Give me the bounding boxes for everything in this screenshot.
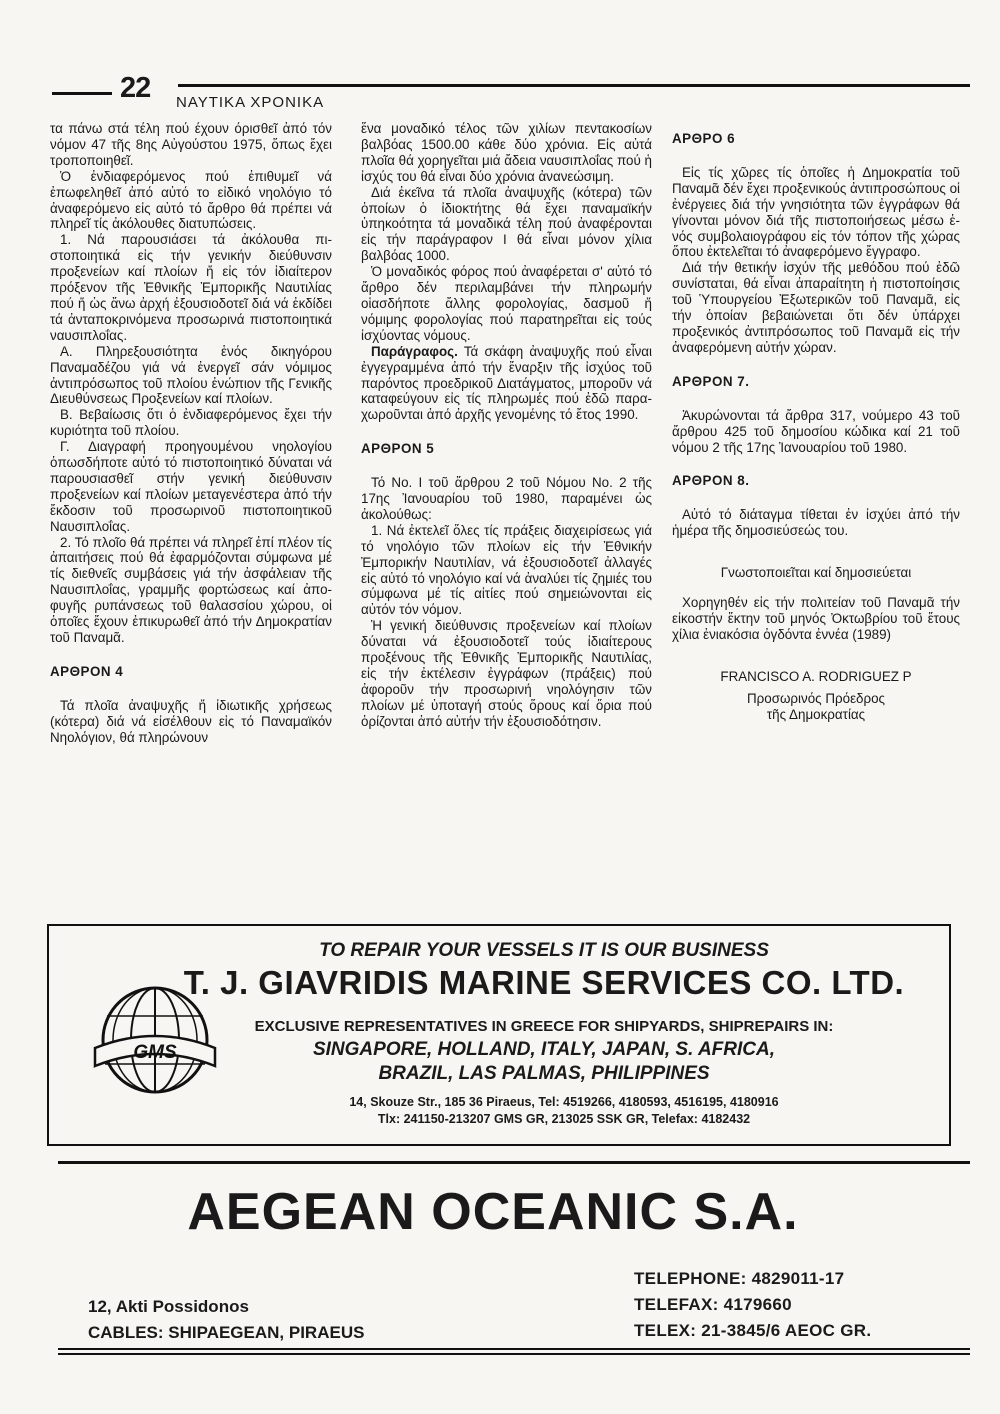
paragraph: Εἰς τίς χῶρες τίς ὁποῖες ἡ Δημοκρατία τοῦ Παναμᾶ δέν ἔχει προξενικούς ἀντιπροσώπους οἱ ἐνέργειες διά τήν γνησιότητα τῶν ἐγγράφων θά γίνονται μόνον διά τῆς πιστοποιήσεως μέσω ἑνός συμβολαιογράφου εἰς τόν τόπον τῆς χώρας ὅπου ἐκτελεῖται τό ἀναφερόμενο ἔγγραφο. xyxy=(672,164,960,260)
text-column-2 xyxy=(361,121,652,730)
article-heading: ΑΡΘΡΟΝ 5 xyxy=(361,441,435,457)
paragraph: Ἀκυρώνονται τά ἄρθρα 317, νούμερο 43 τοῦ ἄρθρου 425 τοῦ δημοσίου κώδικα καί 21 τοῦ νόμου 2 τῆς 17ης Ἰανουαρίου τοῦ 1980. xyxy=(672,407,960,455)
paragraph: Β. Βεβαίωσις ὅτι ὁ ἐνδιαφερόμενος ἔχει τήν κυριότητα τοῦ πλοίου. xyxy=(50,407,332,439)
aegean-address: 12, Akti Possidonos xyxy=(88,1297,249,1316)
gms-countries xyxy=(49,1038,949,1086)
gms-countries-line: BRAZIL, LAS PALMAS, PHILIPPINES xyxy=(378,1063,710,1084)
paragraph: Διά τήν θετικήν ἰσχύν τῆς μεθόδου πού ἐδῶ συνίσταται, θά εἶναι ἀπαραίτητη ἡ πιστοποίησις τοῦ Ὑπουργείου Ἐξωτερικῶν τοῦ Παναμᾶ, εἰς τήν ὁποίαν βεβαιώνεται ὅτι δέν ὑπάρχει προξενικός ἀντιπρόσωπος τοῦ Παναμᾶ εἰς τήν ἀναφερόμενη αὐτήν χώραν. xyxy=(672,260,960,355)
paragraph: Γ. Διαγραφή προηγουμένου νηολογίου ὁπωσδήποτε αὐτό τό πιστοποιητικό δύναται νά παρουσιασθεῖ στήν γενική διεύθυνσιν προξενείων καί πλοίων μεταγενέστερα ἀπό τήν ἔκδοσιν τοῦ προσωρινοῦ πιστοποιητικοῦ Ναυσιπλοΐας. xyxy=(50,439,332,534)
text-column-1 xyxy=(50,121,332,746)
paragraph: 1. Νά παρουσιάσει τά ἀκόλουθα πιστοποιητικά εἰς τήν γενικήν διεύθυνσιν προξενείων καί πλοίων ἤ εἰς τόν ἰδιαίτερον πρόξενον τῆς Ἐθνικῆς Ἐμπορικῆς Ναυτιλίας πού ἤ ὡς ἄνω ἀρχή ἐξουσιοδοτεῖ διά νά ἐκδίδει τά ἀνταποκρινόμενα προσωρινά πιστοποιητικά ναυσιπλοΐας. xyxy=(50,232,332,343)
advertisement-gms xyxy=(47,924,951,1146)
paragraph: ἕνα μοναδικό τέλος τῶν χιλίων πεντακοσίων βαλβόας 1500.00 κάθε δύο χρόνια. Εἰς αὐτά πλοῖα θά χορηγεῖται μιά ἄδεια ναυσιπλοΐας πού ἡ ἰσχύς του θά εἶναι δύο χρόνια ἀνανεώσιμη. xyxy=(361,121,652,184)
article-heading: ΑΡΘΡΟ 6 xyxy=(672,131,736,146)
paragraph: Χορηγηθέν εἰς τήν πολιτείαν τοῦ Παναμᾶ τήν εἰκοστήν ἕκτην τοῦ μηνός Ὀκτωβρίου τοῦ ἔτους χίλια ἐνιακόσια ὀγδόντα ἐννέα (1989) xyxy=(672,595,960,642)
paragraph: Ὁ μοναδικός φόρος πού ἀναφέρεται σ' αὐτό τό ἄρθρο δέν περιλαμβάνει τήν πληρωμήν οἱασδήποτε ἄλλης φορολογίας, δασμοῦ ἤ νόμιμης φορολογίας πού παρατηρεῖται εἰς τούς ἰσχύοντας νόμους. xyxy=(361,264,652,343)
paragraph: Ὁ ἐνδιαφερόμενος πού ἐπιθυμεῖ νά ἐπωφεληθεῖ ἀπό αὐτό το εἰδικό νηολόγιο τό ἀναφερόμενο εἰς αὐτό τό ἄρθρο θά πρέπει νά πληρεῖ τίς ἀκόλουθες διατυπώσεις. xyxy=(50,168,332,232)
header-rule-left xyxy=(52,92,112,95)
publication-notice: Γνωστοποιεῖται καί δημοσιεύεται xyxy=(720,565,912,581)
gms-tagline: TO REPAIR YOUR VESSELS IT IS OUR BUSINESS xyxy=(319,940,769,961)
paragraph: 2. Τό πλοῖο θά πρέπει νά πληρεῖ ἐπί πλέον τίς ἀπαιτήσεις πού θά ἐφαρμόζονται σύμφωνα μέ τίς διεθνεῖς συμβάσεις γιά τήν ἀσφάλειαν τῆς Ναυσιπλοΐας, γραμμῆς φορτώσεως καί ἀποφυγῆς ρυπάνσεως τοῦ θαλασσίου χώρου, οἱ ὁποῖες ἔχουν ἐπικυρωθεῖ ἀπό τήν Δημοκρατίαν τοῦ Παναμᾶ. xyxy=(50,534,332,645)
article-heading: ΑΡΘΡΟΝ 8. xyxy=(672,473,750,489)
aegean-company-name: AEGEAN OCEANIC S.A. xyxy=(187,1183,799,1241)
aegean-telephone: TELEPHONE: 4829011-17 xyxy=(634,1269,845,1288)
gms-company-name: T. J. GIAVRIDIS MARINE SERVICES CO. LTD. xyxy=(183,964,905,1001)
page-number: 22 xyxy=(120,72,151,104)
paragraph: Τά πλοῖα ἀναψυχῆς ἤ ἰδιωτικῆς χρήσεως (κότερα) διά νά εἰσέλθουν εἰς τό Παναμαϊκόν Νηολόγιον, θά πληρώνουν xyxy=(50,697,332,745)
signature-title: Προσωρινός Πρόεδρος xyxy=(746,690,886,706)
ad-rule-bottom xyxy=(58,1353,970,1355)
paragraph xyxy=(361,344,652,424)
gms-countries-line: SINGAPORE, HOLLAND, ITALY, JAPAN, S. AFRICA, xyxy=(312,1039,775,1060)
paragraph: Διά ἐκεῖνα τά πλοῖα ἀναψυχῆς (κότερα) τῶν ὁποίων ὁ ἰδιοκτήτης θά ἔχει παναμαϊκήν ὑπηκοότητα τά μοναδικά τέλη πού ἀναφέρονται εἰς τήν παράγραφον Ι θά εἶναι μόνον χίλια βαλβόας 1000. xyxy=(361,184,652,264)
ad-rule-bottom xyxy=(58,1348,970,1350)
paragraph-lead: Παράγραφος. xyxy=(371,343,458,359)
gms-address-line: 14, Skouze Str., 185 36 Piraeus, Tel: 4519266, 4180593, 4516195, 4180916 xyxy=(349,1095,779,1109)
header-rule-right xyxy=(178,84,970,87)
signature-title: τῆς Δημοκρατίας xyxy=(766,706,866,722)
paragraph: Αὐτό τό διάταγμα τίθεται ἐν ἰσχύει ἀπό τήν ἡμέρα τῆς δημοσιεύσεώς του. xyxy=(672,507,960,539)
gms-logo-text: GMS xyxy=(133,1042,177,1063)
gms-exclusive-line: EXCLUSIVE REPRESENTATIVES IN GREECE FOR SHIPYARDS, SHIPREPAIRS IN: xyxy=(254,1018,834,1035)
signature-name: FRANCISCO A. RODRIGUEZ P xyxy=(720,668,912,684)
aegean-cables: CABLES: SHIPAEGEAN, PIRAEUS xyxy=(88,1323,365,1342)
paragraph: Ἡ γενική διεύθυνσις προξενείων καί πλοίων δύναται νά ἐξουσιοδοτεῖ τούς ἰδιαίτερους προξένους τῆς Ἐθνικῆς Ἐμπορικῆς Ναυτιλίας, εἰς τήν ἐκτέλεσιν ἐγγράφων (πράξεις) πού ἀφοροῦν τήν προσωρινή νηολόγησιν τῶν πλοίων μέ ὑποταγή στούς ὅρους καί ὅρια πού ὁρίζονται ἀπό αὐτήν τήν ἐξουσιοδότησιν. xyxy=(361,618,652,729)
magazine-title: ΝΑΥΤΙΚΑ ΧΡΟΝΙΚΑ xyxy=(176,94,325,111)
paragraph: Α. Πληρεξουσιότητα ἑνός δικηγόρου Παναμαδέζου γιά νά ἐνεργεῖ σάν νόμιμος ἀντιπρόσωπος τοῦ πλοίου ἐνώπιον τῆς Γενικῆς Διευθύνσεως Προξενείων καί πλοίων. xyxy=(50,343,332,407)
article-heading: ΑΡΘΡΟΝ 4 xyxy=(50,663,124,679)
paragraph: 1. Νά ἐκτελεῖ ὅλες τίς πράξεις διαχειρίσεως γιά τό νηολόγιο τῶν πλοίων εἰς τήν Ἐθνικήν Ἐμπορικήν Ναυτιλίαν, νά ἐξουσιοδοτεῖ ἀλλαγές εἰς αὐτό τό νηολόγιο καί νά ἀναλύει τίς ζημιές του σύμφωνα μέ τίς αἰτίες πού σημειώνονται εἰς αὐτόν τόν νόμον. xyxy=(361,522,652,618)
aegean-address-block xyxy=(88,1294,364,1346)
ad-rule-top xyxy=(58,1161,970,1164)
gms-telex-line: Tlx: 241150-213207 GMS GR, 213025 SSK GR, Telefax: 4182432 xyxy=(377,1112,751,1126)
text-column-3 xyxy=(672,121,960,722)
article-heading: ΑΡΘΡΟΝ 7. xyxy=(672,373,750,389)
paragraph: Τό Νο. Ι τοῦ ἄρθρου 2 τοῦ Νόμου Νο. 2 τῆς 17ης Ἰανουαρίου τοῦ 1980, παραμένει ὡς ἀκολούθως: xyxy=(361,475,652,522)
paragraph: τα πάνω στά τέλη πού έχουν όρισθεῖ ἀπό τόν νόμον 47 τῆς 8ης Αὐγούστου 1975, ὅπως ἔχει τροποποιηθεῖ. xyxy=(50,121,332,168)
paragraph-text: Τά σκάφη ἀναψυχῆς πού εἶναι ἐγγεγραμμένα ἀπό τήν ἔναρξιν τῆς ἰσχύος τοῦ παρόντος προεδρικοῦ Διατάγματος, μποροῦν νά καταφεύγουν εἰς τίς πληρωμές πού ἐδῶ παραχωροῦνται ἀπό ἀρχῆς γενομένης τό ἔτος 1990. xyxy=(361,343,652,423)
aegean-telex: TELEX: 21-3845/6 AEOC GR. xyxy=(634,1321,872,1340)
gms-address xyxy=(49,1094,949,1128)
aegean-contact-block xyxy=(634,1266,871,1344)
aegean-telefax: TELEFAX: 4179660 xyxy=(634,1295,792,1314)
